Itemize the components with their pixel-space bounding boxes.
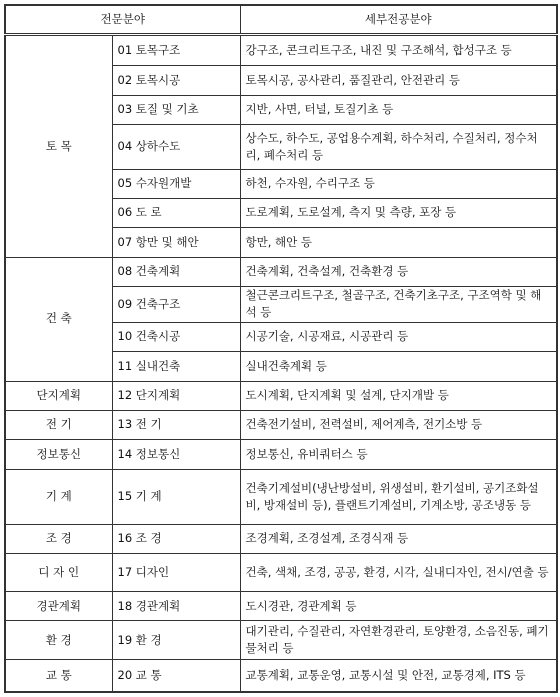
subfield-cell: 11 실내건축: [112, 352, 240, 381]
field-cell: 건 축: [5, 257, 112, 381]
detail-cell: 강구조, 콘크리트구조, 내진 및 구조해석, 합성구조 등: [240, 35, 557, 66]
table-header-row: [5, 5, 557, 35]
subfield-cell: 02 토목시공: [112, 66, 240, 95]
subfield-cell: 04 상하수도: [112, 125, 240, 170]
subfield-cell: 05 수자원개발: [112, 169, 240, 198]
table-row: [5, 257, 557, 286]
table-row: [5, 469, 557, 525]
detail-cell: 실내건축계획 등: [240, 352, 557, 381]
detail-cell: 시공기술, 시공재료, 시공관리 등: [240, 322, 557, 351]
subfield-cell: 01 토목구조: [112, 35, 240, 66]
detail-cell: 토목시공, 공사관리, 품질관리, 안전관리 등: [240, 66, 557, 95]
field-cell: 기 계: [5, 469, 112, 525]
detail-cell: 상수도, 하수도, 공업용수계획, 하수처리, 수질처리, 정수처리, 폐수처리 등: [240, 125, 557, 170]
subfield-cell: 19 환 경: [112, 621, 240, 659]
detail-cell: 도로계획, 도로설계, 측지 및 측량, 포장 등: [240, 198, 557, 227]
table-body: [5, 35, 557, 693]
subfield-cell: 18 경관계획: [112, 592, 240, 621]
subfield-cell: 13 전 기: [112, 410, 240, 439]
field-cell: 경관계획: [5, 592, 112, 621]
specialty-table: [4, 4, 558, 693]
table-row: [5, 410, 557, 439]
table-row: [5, 440, 557, 469]
subfield-cell: 16 조 경: [112, 525, 240, 553]
detail-cell: 지반, 사면, 터널, 토질기초 등: [240, 95, 557, 124]
field-cell: 전 기: [5, 410, 112, 439]
detail-cell: 정보통신, 유비쿼터스 등: [240, 440, 557, 469]
subfield-cell: 03 토질 및 기초: [112, 95, 240, 124]
header-detail: 세부전공분야: [240, 5, 557, 35]
field-cell: 환 경: [5, 621, 112, 659]
table-row: [5, 553, 557, 591]
table-row: [5, 659, 557, 692]
table-row: [5, 621, 557, 659]
field-cell: 조 경: [5, 525, 112, 553]
detail-cell: 대기관리, 수질관리, 자연환경관리, 토양환경, 소음진동, 폐기물처리 등: [240, 621, 557, 659]
detail-cell: 조경계획, 조경설계, 조경식재 등: [240, 525, 557, 553]
table-row: [5, 525, 557, 553]
subfield-cell: 10 건축시공: [112, 322, 240, 351]
table-row: [5, 35, 557, 66]
subfield-cell: 15 기 계: [112, 469, 240, 525]
detail-cell: 교통계획, 교통운영, 교통시설 및 안전, 교통경제, ITS 등: [240, 659, 557, 692]
field-cell: 디 자 인: [5, 553, 112, 591]
detail-cell: 철근콘크리트구조, 철골구조, 건축기초구조, 구조역학 및 해석 등: [240, 286, 557, 322]
subfield-cell: 17 디자인: [112, 553, 240, 591]
detail-cell: 항만, 해안 등: [240, 228, 557, 257]
subfield-cell: 14 정보통신: [112, 440, 240, 469]
table-row: [5, 381, 557, 410]
header-field: 전문분야: [5, 5, 240, 35]
subfield-cell: 09 건축구조: [112, 286, 240, 322]
field-cell: 토 목: [5, 35, 112, 258]
field-cell: 교 통: [5, 659, 112, 692]
subfield-cell: 20 교 통: [112, 659, 240, 692]
subfield-cell: 07 항만 및 해안: [112, 228, 240, 257]
table-row: [5, 592, 557, 621]
field-cell: 단지계획: [5, 381, 112, 410]
detail-cell: 건축, 색채, 조경, 공공, 환경, 시각, 실내디자인, 전시/연출 등: [240, 553, 557, 591]
detail-cell: 도시경관, 경관계획 등: [240, 592, 557, 621]
subfield-cell: 08 건축계획: [112, 257, 240, 286]
subfield-cell: 12 단지계획: [112, 381, 240, 410]
detail-cell: 건축계획, 건축설계, 건축환경 등: [240, 257, 557, 286]
field-cell: 정보통신: [5, 440, 112, 469]
subfield-cell: 06 도 로: [112, 198, 240, 227]
detail-cell: 도시계획, 단지계획 및 설계, 단지개발 등: [240, 381, 557, 410]
detail-cell: 하천, 수자원, 수리구조 등: [240, 169, 557, 198]
detail-cell: 건축기계설비(냉난방설비, 위생설비, 환기설비, 공기조화설비, 방재설비 등), 플랜트기계설비, 기계소방, 공조냉동 등: [240, 469, 557, 525]
detail-cell: 건축전기설비, 전력설비, 제어계측, 전기소방 등: [240, 410, 557, 439]
